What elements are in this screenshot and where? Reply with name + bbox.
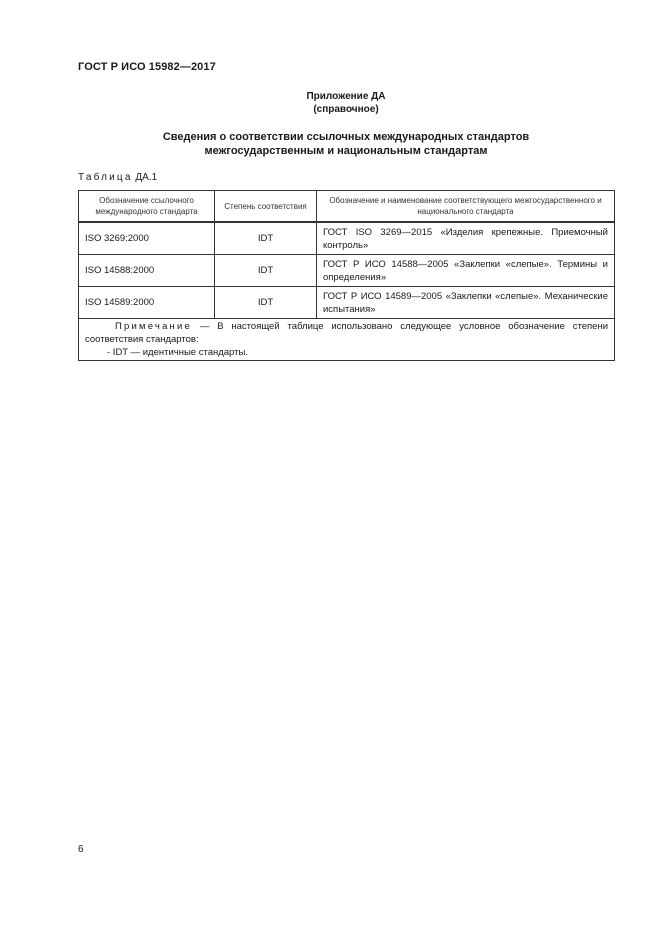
page-number: 6: [78, 844, 84, 855]
header-national-standard: Обозначение и наименование соответствующего межгосударственного и национального стандарта: [317, 191, 615, 223]
table-row: [79, 287, 615, 319]
table-caption: [78, 172, 157, 183]
table-header-row: [79, 191, 615, 223]
table-note-item: - IDT — идентичные стандарты.: [107, 347, 248, 358]
header-correspondence-degree: Степень соответствия: [215, 191, 317, 223]
standards-correspondence-table: [78, 190, 615, 361]
table-note: [79, 319, 615, 361]
header-international-standard: Обозначение ссылочного международного стандарта: [79, 191, 215, 223]
table-caption-label: Таблица: [78, 172, 133, 183]
section-title-line-2: межгосударственным и национальным стандартам: [204, 145, 488, 157]
section-title-line-1: Сведения о соответствии ссылочных международных стандартов: [162, 131, 530, 143]
table-note-line: [85, 320, 608, 346]
appendix-title: Приложение ДА: [306, 91, 386, 102]
table-row: [79, 222, 615, 255]
appendix-subtitle: (справочное): [313, 104, 379, 115]
correspondence-degree-cell: IDT: [215, 255, 317, 287]
national-standard-cell: ГОСТ Р ИСО 14588—2005 «Заклепки «слепые». Термины и определения»: [317, 255, 615, 287]
national-standard-cell: ГОСТ ISO 3269—2015 «Изделия крепежные. Приемочный контроль»: [317, 222, 615, 255]
international-standard-cell: ISO 3269:2000: [79, 222, 215, 255]
table-note-text: — В настоящей таблице использовано следующее условное обозначение степени соответствия стандартов:: [85, 321, 608, 345]
international-standard-cell: ISO 14588:2000: [79, 255, 215, 287]
correspondence-degree-cell: IDT: [215, 287, 317, 319]
section-title: [78, 130, 614, 158]
table-caption-number: ДА.1: [135, 172, 158, 183]
appendix-heading: [78, 90, 614, 116]
international-standard-cell: ISO 14589:2000: [79, 287, 215, 319]
table-note-row: [79, 319, 615, 361]
national-standard-cell: ГОСТ Р ИСО 14589—2005 «Заклепки «слепые». Механические испытания»: [317, 287, 615, 319]
correspondence-degree-cell: IDT: [215, 222, 317, 255]
table-row: [79, 255, 615, 287]
document-header: ГОСТ Р ИСО 15982—2017: [78, 61, 216, 73]
table-note-label: Примечание: [115, 321, 192, 332]
